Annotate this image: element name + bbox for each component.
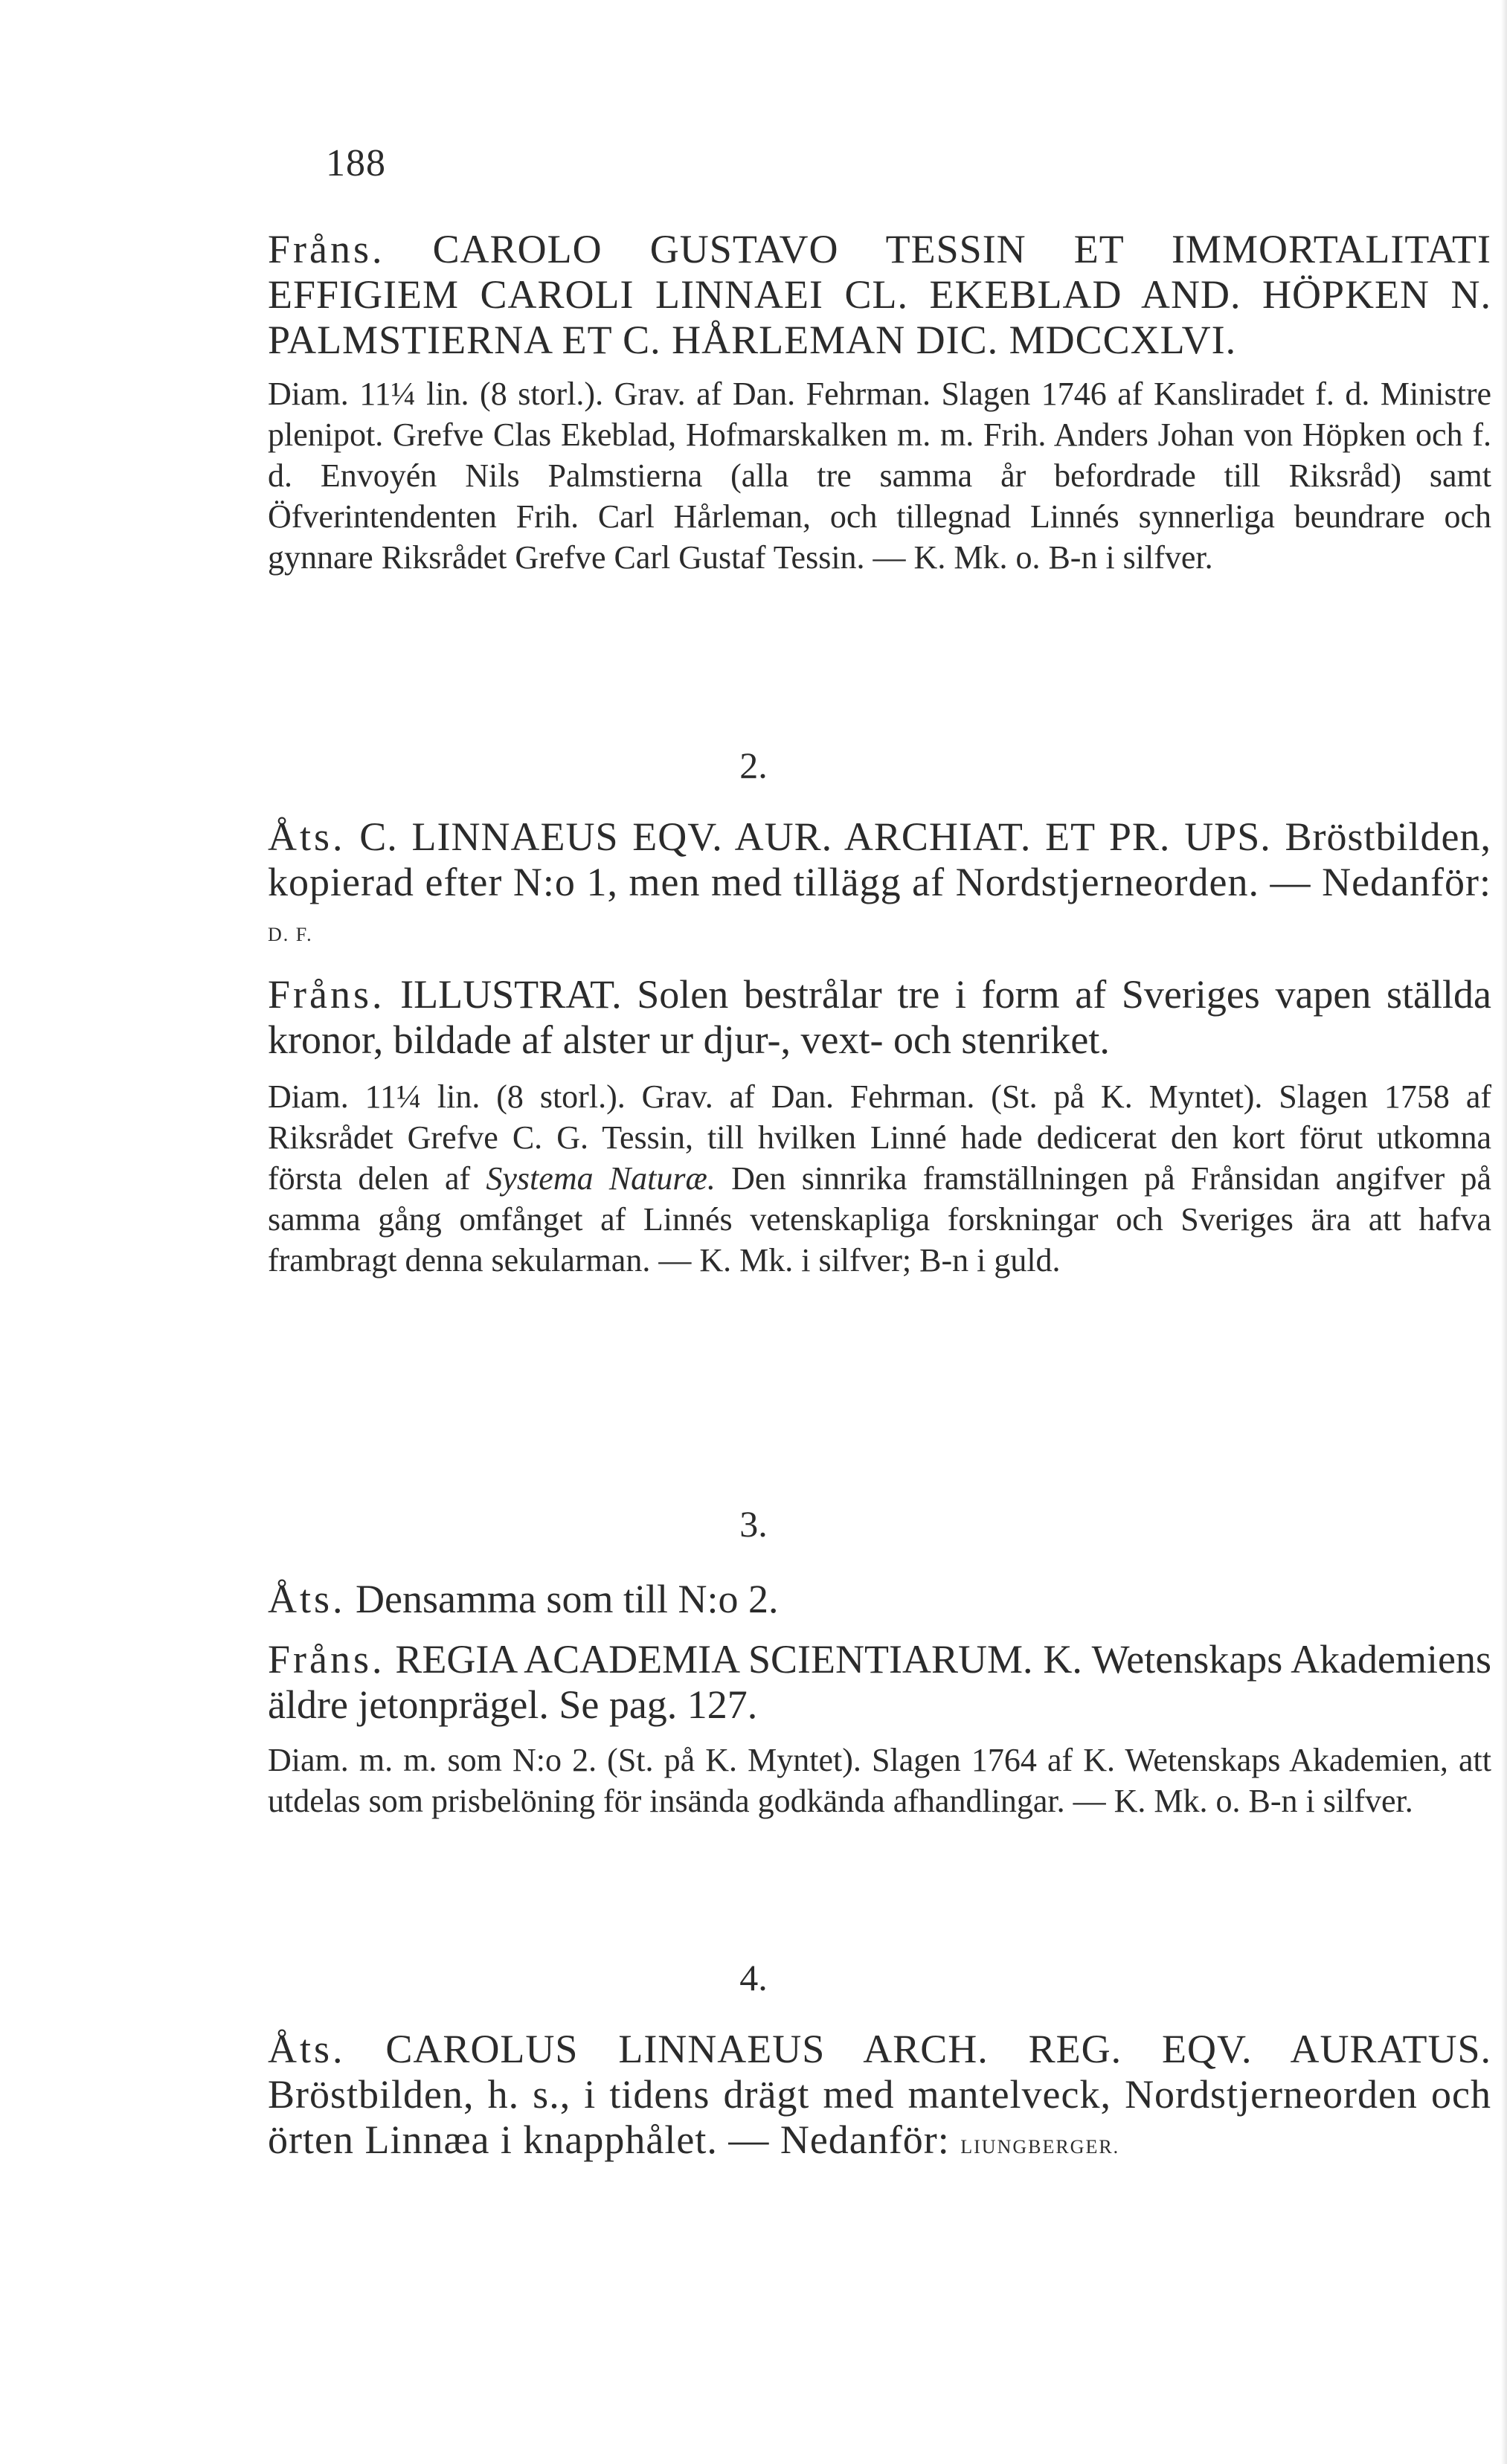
- ats-label: Åts.: [268, 2027, 346, 2071]
- ats-inscription: CAROLUS LINNAEUS ARCH. REG. EQV. AURATUS. Bröstbilden, h. s., i tidens drägt med mantelveck, Nordstjerneorden och örten Linnæa i knapphålet. — Nedanför:: [268, 2027, 1491, 2162]
- entry-1: [268, 227, 1491, 578]
- description-part-2: Den sinnrika framställningen på Frånsidan angifver på samma gång omfånget af Linnés vetenskapliga forskningar och Sveriges ära att hafva frambragt denna sekularman. — K. Mk. i silfver; B-n i guld.: [268, 1160, 1492, 1278]
- book-title: Systema Naturæ.: [486, 1160, 716, 1197]
- frans-inscription: ILLUSTRAT. Solen bestrålar tre i form af Sveriges vapen ställda kronor, bildade af alster ur djur-, vext- och stenriket.: [268, 972, 1491, 1062]
- entry-2-ats: [268, 814, 1491, 957]
- engraver-signature: D. F.: [268, 924, 313, 945]
- entry-3-description: Diam. m. m. som N:o 2. (St. på K. Myntet). Slagen 1764 af K. Wetenskaps Akademien, att utdelas som prisbelöning för insända godkända afhandlingar. — K. Mk. o. B-n i silfver.: [268, 1742, 1491, 1819]
- frans-label: Fråns.: [268, 227, 385, 271]
- engraver-signature: LIUNGBERGER.: [960, 2136, 1120, 2158]
- description-part-1: Diam. 11¼ lin. (8 storl.). Grav. af Dan. Fehrman. (St. på K. Myntet). Slagen 1758 af Riksrådet Grefve C. G. Tessin, till hvilken Linné hade dedicerat den kort förut utkomna första delen af: [268, 1078, 1491, 1197]
- entry-3-number: 3.: [739, 1503, 768, 1545]
- page-number: 188: [326, 142, 386, 184]
- entry-4: [268, 2027, 1491, 2169]
- scan-edge-shadow: [1501, 0, 1507, 2464]
- entry-4-ats: [268, 2027, 1491, 2169]
- ats-text: Densamma som till N:o 2.: [356, 1577, 779, 1621]
- entry-2-number: 2.: [739, 744, 768, 786]
- frans-inscription: REGIA ACADEMIA SCIENTIARUM. K. Wetenskaps Akademiens äldre jetonprägel. Se pag. 127.: [268, 1637, 1491, 1727]
- entry-1-description: Diam. 11¼ lin. (8 storl.). Grav. af Dan. Fehrman. Slagen 1746 af Kansliradet f. d. Ministre plenipot. Grefve Clas Ekeblad, Hofmarskalken m. m. Frih. Anders Johan von Höpken och f. d. Envoyén Nils Palmstierna (alla tre samma år befordrade till Riksråd) samt Öfverintendenten Frih. Carl Hårleman, och tillegnad Linnés synnerliga beundrare och gynnare Riksrådet Grefve Carl Gustaf Tessin. — K. Mk. o. B-n i silfver.: [268, 376, 1491, 576]
- entry-2-description: [268, 1076, 1491, 1281]
- ats-label: Åts.: [268, 814, 346, 859]
- entry-4-number: 4.: [739, 1957, 768, 1998]
- frans-label: Fråns.: [268, 1637, 385, 1682]
- frans-label: Fråns.: [268, 972, 385, 1017]
- entry-2-frans: [268, 972, 1491, 1063]
- ats-label: Åts.: [268, 1577, 346, 1621]
- frans-inscription: CAROLO GUSTAVO TESSIN ET IMMORTALITATI EFFIGIEM CAROLI LINNAEI CL. EKEBLAD AND. HÖPKEN N. PALMSTIERNA ET C. HÅRLEMAN DIC. MDCCXLVI.: [268, 227, 1491, 362]
- ats-inscription: C. LINNAEUS EQV. AUR. ARCHIAT. ET PR. UPS. Bröstbilden, kopierad efter N:o 1, men med tillägg af Nordstjerneorden. — Nedanför:: [268, 814, 1491, 904]
- entry-3-frans: [268, 1637, 1491, 1728]
- entry-3: [268, 1577, 1491, 1821]
- entry-2: [268, 814, 1491, 1281]
- entry-1-frans: [268, 227, 1491, 363]
- entry-3-ats: [268, 1577, 1491, 1622]
